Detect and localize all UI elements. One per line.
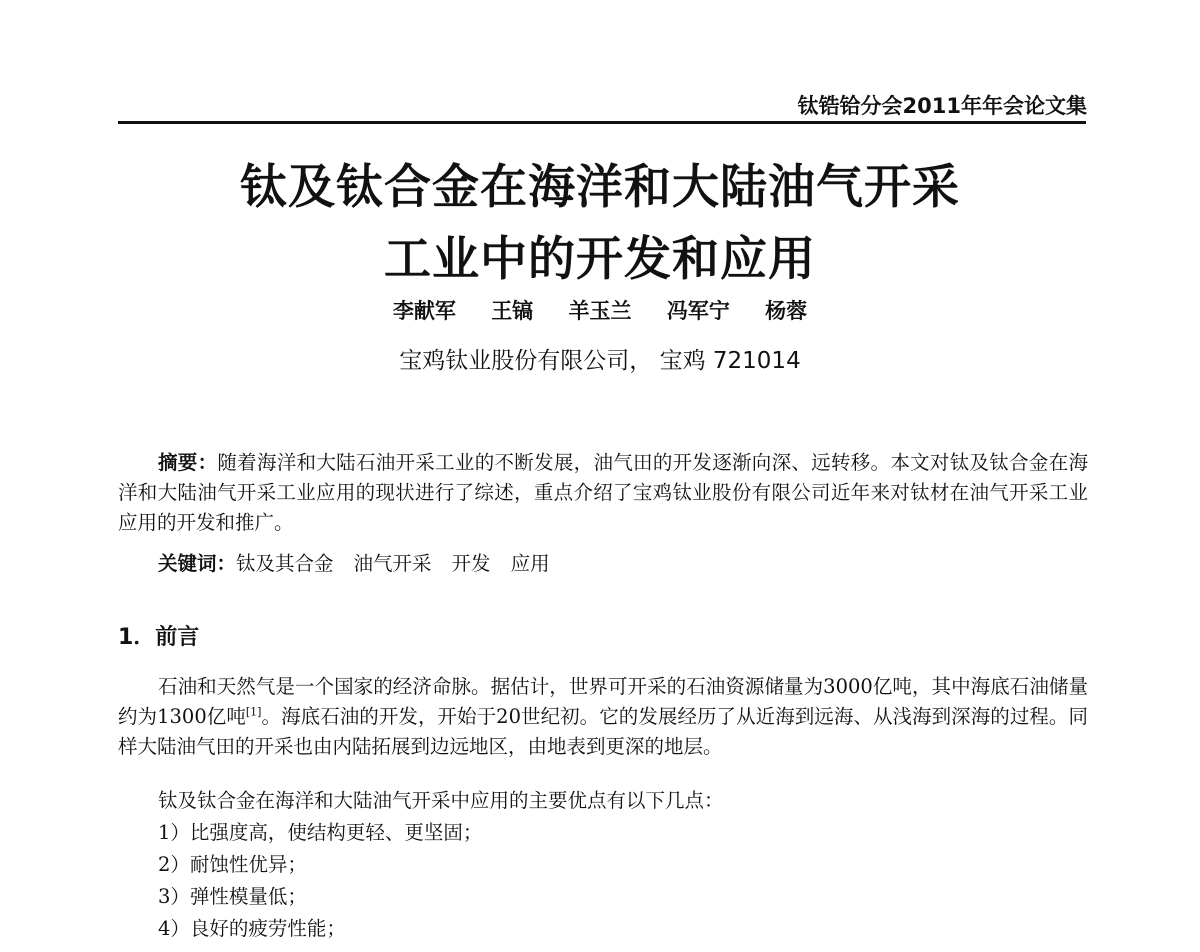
paper-title-line-2: 工业中的开发和应用 <box>384 232 816 287</box>
list-item: 1）比强度高，使结构更轻、更坚固； <box>158 821 483 844</box>
author: 杨蓉 <box>765 298 808 323</box>
author: 王镐 <box>491 298 534 323</box>
intro-paragraph <box>118 672 1088 762</box>
section-heading: 1．前言 <box>118 625 200 650</box>
affiliation: 宝鸡钛业股份有限公司， 宝鸡 721014 <box>399 348 801 374</box>
keyword: 钛及其合金 <box>236 552 334 575</box>
author: 羊玉兰 <box>568 298 632 323</box>
abstract <box>118 448 1088 538</box>
abstract-label: 摘要： <box>158 451 218 474</box>
author-list <box>0 295 1200 325</box>
abstract-text: 随着海洋和大陆石油开采工业的不断发展，油气田的开发逐渐向深、远转移。本文对钛及钛合金在海洋和大陆油气开采工业应用的现状进行了综述，重点介绍了宝鸡钛业股份有限公司近年来对钛材在油气开采工业应用的开发和推广。 <box>118 451 1088 534</box>
running-head: 钛锆铪分会2011年年会论文集 <box>797 94 1087 118</box>
keywords-label: 关键词： <box>158 552 237 575</box>
author: 冯军宁 <box>666 298 730 323</box>
paper-title-line-1: 钛及钛合金在海洋和大陆油气开采 <box>240 160 960 215</box>
intro-text-part2: 。海底石油的开发，开始于20世纪初。它的发展经历了从近海到远海、从浅海到深海的过程。同样大陆油气田的开采也由内陆拓展到边远地区，由地表到更深的地层。 <box>118 705 1088 758</box>
header-rule <box>118 121 1086 124</box>
list-item: 3）弹性模量低； <box>158 885 307 908</box>
list-item: 2）耐蚀性优异； <box>158 853 307 876</box>
keyword: 油气开采 <box>353 552 432 575</box>
advantages-intro: 钛及钛合金在海洋和大陆油气开采中应用的主要优点有以下几点： <box>158 789 724 812</box>
intro-text-part1: 石油和天然气是一个国家的经济命脉。据估计，世界可开采的石油资源储量为3000亿吨，其中海底石油储量约为1300亿吨 <box>118 675 1088 728</box>
keyword: 开发 <box>451 552 491 575</box>
list-item: 4）良好的疲劳性能； <box>158 917 346 940</box>
citation-ref: [1] <box>245 705 262 719</box>
keywords <box>158 548 570 576</box>
author: 李献军 <box>392 298 456 323</box>
keyword: 应用 <box>510 552 550 575</box>
